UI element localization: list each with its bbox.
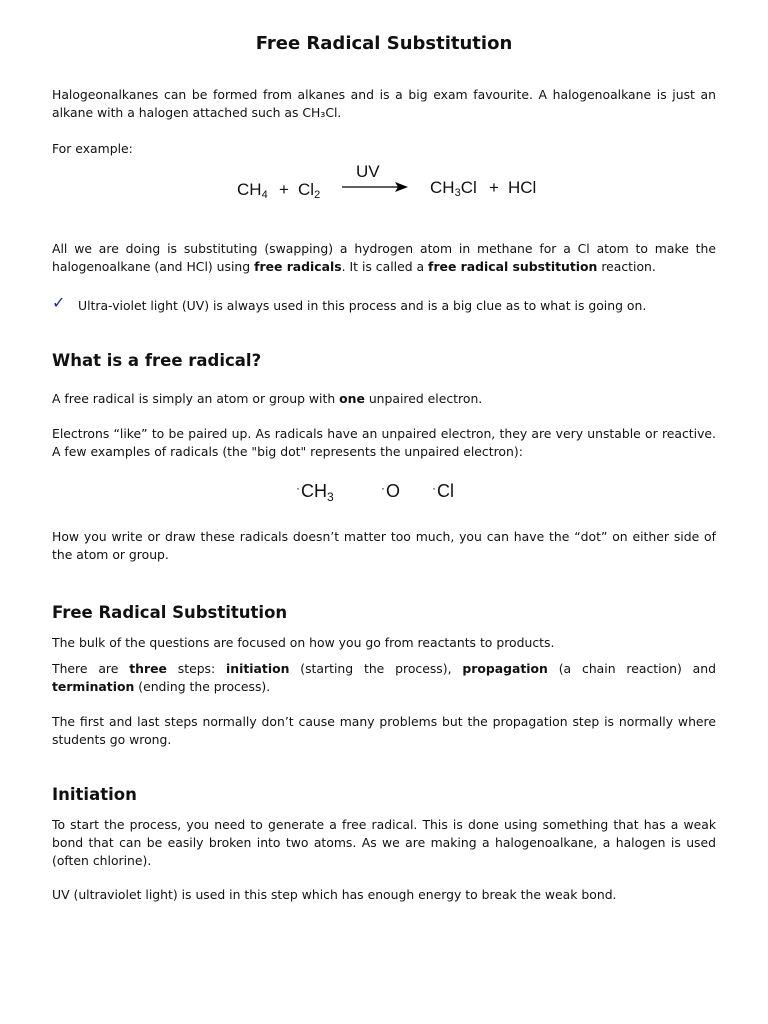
three-steps-paragraph: There are three steps: initiation (starting the process), propagation (a chain reaction) and termination (ending the process). xyxy=(52,661,716,694)
equation-product-hcl: HCl xyxy=(508,178,537,197)
equation-condition-uv: UV xyxy=(356,162,380,181)
uv-energy-paragraph: UV (ultraviolet light) is used in this step which has enough energy to break the weak bond. xyxy=(52,887,617,902)
free-radical-definition: A free radical is simply an atom or group with one unpaired electron. xyxy=(52,391,483,406)
for-example-label: For example: xyxy=(52,141,133,156)
check-icon: ✓ xyxy=(52,293,66,312)
radical-cl: ·Cl xyxy=(432,481,454,501)
substitution-paragraph: All we are doing is substituting (swapping) a hydrogen atom in methane for a Cl atom to make the halogenoalkane (and HCl) using free radicals. It is called a free radical substitution reaction. xyxy=(52,241,716,274)
heading-free-radical-substitution: Free Radical Substitution xyxy=(52,603,288,622)
equation-plus-1: + xyxy=(279,180,289,199)
electrons-paragraph: Electrons “like” to be paired up. As radicals have an unpaired electron, they are very unstable or reactive. A few examples of radicals (the "big dot" represents the unpaired electron): xyxy=(52,426,716,459)
radical-o: ·O xyxy=(381,481,401,501)
equation-plus-2: + xyxy=(489,178,499,197)
equation-reactant-cl2: $Cl_2$ xyxy=(298,180,321,201)
bulk-questions-paragraph: The bulk of the questions are focused on how you go from reactants to products. xyxy=(52,635,555,650)
equation-reactant-ch4: $CH_4$ xyxy=(237,180,268,201)
reaction-arrow-icon xyxy=(340,180,410,194)
initiation-paragraph: To start the process, you need to generate a free radical. This is done using something that has a weak bond that can be easily broken into two atoms. As we are making a halogenoalkane, a halogen is used (often chlorine). xyxy=(52,817,716,868)
page-title: Free Radical Substitution xyxy=(255,33,513,54)
radical-ch3: $^\cdot CH_3$ xyxy=(296,481,334,504)
propagation-problems-paragraph: The first and last steps normally don’t cause many problems but the propagation step is normally where students go wrong. xyxy=(52,714,716,747)
equation-product-ch3cl: $CH_3Cl$ xyxy=(430,178,477,199)
heading-what-is-free-radical: What is a free radical? xyxy=(52,351,262,370)
drawing-radicals-paragraph: How you write or draw these radicals doesn’t matter too much, you can have the “dot” on either side of the atom or group. xyxy=(52,529,716,562)
heading-initiation: Initiation xyxy=(52,785,137,804)
intro-paragraph: Halogeonalkanes can be formed from alkanes and is a big exam favourite. A halogenoalkane is just an alkane with a halogen attached such as CH₃Cl. xyxy=(52,87,716,120)
uv-tip: Ultra-violet light (UV) is always used in this process and is a big clue as to what is going on. xyxy=(78,298,647,313)
